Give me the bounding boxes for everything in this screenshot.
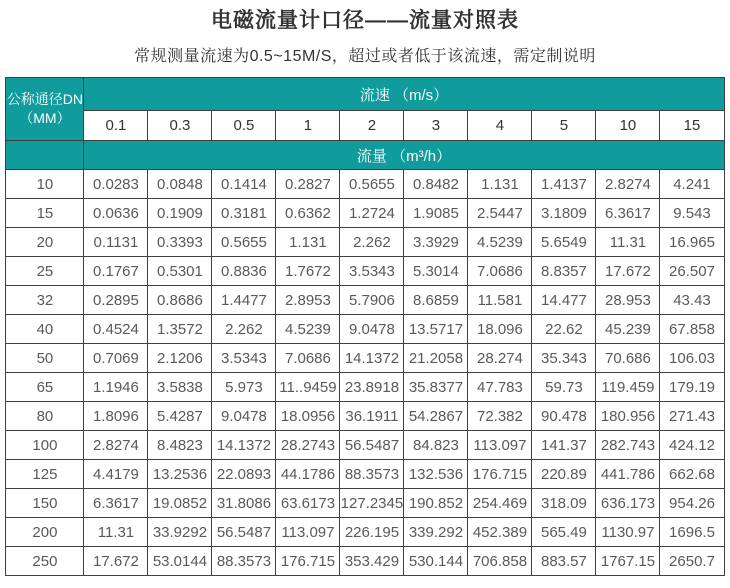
flow-value-cell: 36.1911 [340, 402, 404, 431]
flow-value-cell: 3.5343 [212, 344, 276, 373]
flow-value-cell: 0.1767 [84, 257, 148, 286]
flow-value-cell: 1.4137 [532, 170, 596, 199]
flow-value-cell: 1696.5 [660, 518, 724, 547]
dn-cell: 15 [6, 199, 84, 228]
velocity-header-cell: 1 [276, 111, 340, 141]
flow-value-cell: 18.096 [468, 315, 532, 344]
dn-cell: 10 [6, 170, 84, 199]
flow-value-cell: 8.4823 [148, 431, 212, 460]
flow-value-cell: 1.9085 [404, 199, 468, 228]
corner-header-line1: 公称通径DN [6, 91, 84, 107]
flow-value-cell: 565.49 [532, 518, 596, 547]
flow-value-cell: 180.956 [596, 402, 660, 431]
flow-value-cell: 11.31 [596, 228, 660, 257]
flow-value-cell: 8.8357 [532, 257, 596, 286]
flow-value-cell: 2.262 [340, 228, 404, 257]
flow-value-cell: 883.57 [532, 547, 596, 576]
flow-value-cell: 0.4524 [84, 315, 148, 344]
flow-value-cell: 35.343 [532, 344, 596, 373]
flow-value-cell: 28.2743 [276, 431, 340, 460]
flow-band-row [6, 141, 724, 170]
flow-value-cell: 67.858 [660, 315, 724, 344]
flow-value-cell: 9.543 [660, 199, 724, 228]
flow-value-cell: 0.1414 [212, 170, 276, 199]
table-row [6, 489, 724, 518]
velocity-header-cell: 15 [660, 111, 724, 141]
dn-cell: 32 [6, 286, 84, 315]
flow-value-cell: 662.68 [660, 460, 724, 489]
flow-value-cell: 127.2345 [340, 489, 404, 518]
flow-value-cell: 0.8482 [404, 170, 468, 199]
flow-value-cell: 254.469 [468, 489, 532, 518]
flow-value-cell: 56.5487 [340, 431, 404, 460]
flow-value-cell: 88.3573 [212, 547, 276, 576]
flow-value-cell: 5.973 [212, 373, 276, 402]
dn-cell: 25 [6, 257, 84, 286]
dn-cell: 125 [6, 460, 84, 489]
flow-value-cell: 8.6859 [404, 286, 468, 315]
corner-header-line2: （MM） [19, 110, 71, 126]
table-row [6, 373, 724, 402]
flow-value-cell: 11.581 [468, 286, 532, 315]
flow-value-cell: 5.7906 [340, 286, 404, 315]
flow-value-cell: 5.3014 [404, 257, 468, 286]
flow-value-cell: 4.5239 [468, 228, 532, 257]
flow-value-cell: 271.43 [660, 402, 724, 431]
dn-cell: 80 [6, 402, 84, 431]
table-row [6, 402, 724, 431]
flow-value-cell: 0.0636 [84, 199, 148, 228]
flow-value-cell: 1.3572 [148, 315, 212, 344]
flow-value-cell: 70.686 [596, 344, 660, 373]
flow-value-cell: 11.31 [84, 518, 148, 547]
flow-value-cell: 190.852 [404, 489, 468, 518]
table-row [6, 460, 724, 489]
flow-value-cell: 33.9292 [148, 518, 212, 547]
flow-value-cell: 0.6362 [276, 199, 340, 228]
flow-value-cell: 0.8686 [148, 286, 212, 315]
flow-value-cell: 84.823 [404, 431, 468, 460]
flow-value-cell: 2650.7 [660, 547, 724, 576]
velocity-band-row [6, 78, 724, 111]
table-row [6, 170, 724, 199]
velocity-header-cell: 2 [340, 111, 404, 141]
flow-value-cell: 13.2536 [148, 460, 212, 489]
velocity-header-cell: 0.3 [148, 111, 212, 141]
flow-value-cell: 0.5301 [148, 257, 212, 286]
flow-value-cell: 4.241 [660, 170, 724, 199]
dn-cell: 200 [6, 518, 84, 547]
flow-value-cell: 44.1786 [276, 460, 340, 489]
flow-value-cell: 22.0893 [212, 460, 276, 489]
table-row [6, 257, 724, 286]
table-row [6, 286, 724, 315]
flow-value-cell: 353.429 [340, 547, 404, 576]
flow-value-cell: 339.292 [404, 518, 468, 547]
table-row [6, 228, 724, 257]
velocity-header-cell: 0.5 [212, 111, 276, 141]
flow-value-cell: 14.1372 [340, 344, 404, 373]
flow-value-cell: 18.0956 [276, 402, 340, 431]
flow-value-cell: 0.5655 [212, 228, 276, 257]
flow-value-cell: 2.1206 [148, 344, 212, 373]
flow-value-cell: 16.965 [660, 228, 724, 257]
flow-value-cell: 0.1131 [84, 228, 148, 257]
flow-value-cell: 0.1909 [148, 199, 212, 228]
flow-value-cell: 5.4287 [148, 402, 212, 431]
flow-value-cell: 0.7069 [84, 344, 148, 373]
flow-value-cell: 282.743 [596, 431, 660, 460]
flow-value-cell: 28.953 [596, 286, 660, 315]
flow-table-body [6, 170, 724, 576]
page-title: 电磁流量计口径——流量对照表 [211, 9, 519, 32]
flow-value-cell: 1130.97 [596, 518, 660, 547]
flow-value-cell: 22.62 [532, 315, 596, 344]
flow-value-cell: 63.6173 [276, 489, 340, 518]
flow-value-cell: 56.5487 [212, 518, 276, 547]
flow-value-cell: 53.0144 [148, 547, 212, 576]
flow-value-cell: 1.4477 [212, 286, 276, 315]
flow-comparison-table [5, 77, 724, 576]
flow-value-cell: 23.8918 [340, 373, 404, 402]
flow-value-cell: 11..9459 [276, 373, 340, 402]
flow-value-cell: 3.5343 [340, 257, 404, 286]
table-row [6, 547, 724, 576]
flow-value-cell: 3.1809 [532, 199, 596, 228]
dn-cell: 150 [6, 489, 84, 518]
flow-value-cell: 35.8377 [404, 373, 468, 402]
flow-value-cell: 19.0852 [148, 489, 212, 518]
dn-cell: 20 [6, 228, 84, 257]
page-subtitle: 常规测量流速为0.5~15M/S，超过或者低于该流速，需定制说明 [134, 48, 596, 65]
flow-value-cell: 43.43 [660, 286, 724, 315]
velocity-header-cell: 0.1 [84, 111, 148, 141]
flow-value-cell: 2.8953 [276, 286, 340, 315]
table-row [6, 431, 724, 460]
flow-value-cell: 7.0686 [468, 257, 532, 286]
corner-header-cell [6, 78, 84, 141]
flow-value-cell: 13.5717 [404, 315, 468, 344]
flow-band-label: 流量 （m³/h） [84, 141, 724, 170]
flow-value-cell: 0.3393 [148, 228, 212, 257]
flow-value-cell: 0.5655 [340, 170, 404, 199]
flow-value-cell: 26.507 [660, 257, 724, 286]
flow-value-cell: 318.09 [532, 489, 596, 518]
flow-value-cell: 14.1372 [212, 431, 276, 460]
flow-value-cell: 113.097 [276, 518, 340, 547]
flow-value-cell: 59.73 [532, 373, 596, 402]
dn-cell: 65 [6, 373, 84, 402]
table-row [6, 518, 724, 547]
table-row [6, 199, 724, 228]
flow-value-cell: 7.0686 [276, 344, 340, 373]
flow-value-cell: 6.3617 [84, 489, 148, 518]
dn-cell: 250 [6, 547, 84, 576]
velocity-band-label: 流速 （m/s） [84, 78, 724, 111]
velocity-header-cell: 5 [532, 111, 596, 141]
flow-value-cell: 113.097 [468, 431, 532, 460]
flow-value-cell: 636.173 [596, 489, 660, 518]
velocity-header-cell: 10 [596, 111, 660, 141]
flow-value-cell: 2.5447 [468, 199, 532, 228]
flow-value-cell: 706.858 [468, 547, 532, 576]
table-row [6, 315, 724, 344]
flow-value-cell: 3.5838 [148, 373, 212, 402]
flow-value-cell: 1.2724 [340, 199, 404, 228]
flow-value-cell: 17.672 [84, 547, 148, 576]
flow-value-cell: 141.37 [532, 431, 596, 460]
flow-value-cell: 1.131 [276, 228, 340, 257]
flow-value-cell: 1.1946 [84, 373, 148, 402]
flow-value-cell: 179.19 [660, 373, 724, 402]
flow-band-empty-cell [6, 141, 84, 170]
flow-value-cell: 3.3929 [404, 228, 468, 257]
flow-value-cell: 220.89 [532, 460, 596, 489]
flow-value-cell: 176.715 [276, 547, 340, 576]
flow-value-cell: 106.03 [660, 344, 724, 373]
flow-value-cell: 1767.15 [596, 547, 660, 576]
dn-cell: 100 [6, 431, 84, 460]
flow-value-cell: 530.144 [404, 547, 468, 576]
flow-value-cell: 452.389 [468, 518, 532, 547]
flow-value-cell: 0.3181 [212, 199, 276, 228]
table-row [6, 344, 724, 373]
flow-value-cell: 6.3617 [596, 199, 660, 228]
flow-value-cell: 90.478 [532, 402, 596, 431]
flow-value-cell: 31.8086 [212, 489, 276, 518]
flow-value-cell: 4.4179 [84, 460, 148, 489]
flow-value-cell: 9.0478 [340, 315, 404, 344]
flow-value-cell: 1.131 [468, 170, 532, 199]
flow-value-cell: 47.783 [468, 373, 532, 402]
flow-value-cell: 14.477 [532, 286, 596, 315]
flow-value-cell: 1.7672 [276, 257, 340, 286]
flow-value-cell: 132.536 [404, 460, 468, 489]
flow-value-cell: 0.0848 [148, 170, 212, 199]
velocity-header-cell: 4 [468, 111, 532, 141]
flow-value-cell: 0.0283 [84, 170, 148, 199]
flow-value-cell: 119.459 [596, 373, 660, 402]
dn-cell: 50 [6, 344, 84, 373]
velocity-values-row [6, 111, 724, 141]
flow-value-cell: 45.239 [596, 315, 660, 344]
flow-value-cell: 4.5239 [276, 315, 340, 344]
velocity-header-cell: 3 [404, 111, 468, 141]
flow-value-cell: 441.786 [596, 460, 660, 489]
flow-value-cell: 2.262 [212, 315, 276, 344]
flow-value-cell: 0.2827 [276, 170, 340, 199]
flow-value-cell: 176.715 [468, 460, 532, 489]
flow-value-cell: 2.8274 [596, 170, 660, 199]
flow-value-cell: 88.3573 [340, 460, 404, 489]
flow-value-cell: 1.8096 [84, 402, 148, 431]
flow-value-cell: 28.274 [468, 344, 532, 373]
flow-value-cell: 21.2058 [404, 344, 468, 373]
flow-value-cell: 2.8274 [84, 431, 148, 460]
flow-value-cell: 954.26 [660, 489, 724, 518]
flow-value-cell: 9.0478 [212, 402, 276, 431]
flow-value-cell: 54.2867 [404, 402, 468, 431]
flow-value-cell: 0.8836 [212, 257, 276, 286]
dn-cell: 40 [6, 315, 84, 344]
flow-value-cell: 72.382 [468, 402, 532, 431]
flow-value-cell: 5.6549 [532, 228, 596, 257]
flow-value-cell: 17.672 [596, 257, 660, 286]
flow-value-cell: 0.2895 [84, 286, 148, 315]
flow-value-cell: 424.12 [660, 431, 724, 460]
flow-value-cell: 226.195 [340, 518, 404, 547]
